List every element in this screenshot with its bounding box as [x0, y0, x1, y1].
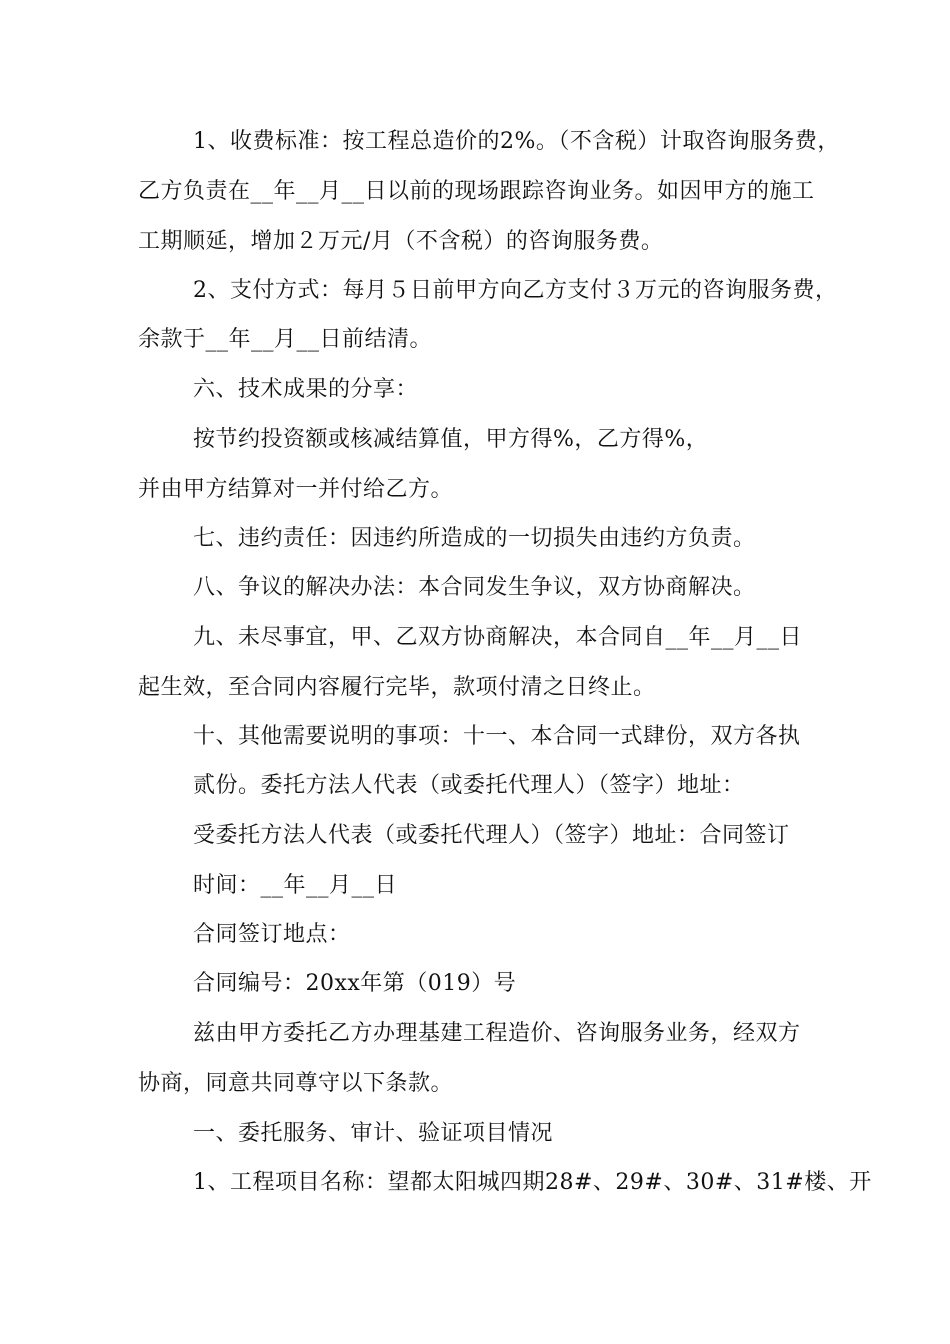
- payment-method-line-1: 2、支付方式：每月５日前甲方向乙方支付３万元的咨询服务费，: [193, 278, 838, 303]
- section-8-line: 八、争议的解决办法：本合同发生争议，双方协商解决。: [193, 575, 756, 600]
- fee-standard-line-2: 乙方负责在__年__月__日以前的现场跟踪咨询业务。如因甲方的施工: [138, 179, 815, 204]
- project-name-line: 1、工程项目名称：望都太阳城四期28#、29#、30#、31#楼、开: [193, 1170, 872, 1195]
- section-7-line: 七、违约责任：因违约所造成的一切损失由违约方负责。: [193, 526, 756, 551]
- section-6-line-1: 按节约投资额或核减结算值，甲方得%，乙方得%，: [193, 427, 709, 452]
- section-9-line-2: 起生效，至合同内容履行完毕，款项付清之日终止。: [138, 675, 656, 700]
- payment-method-line-2: 余款于__年__月__日前结清。: [138, 327, 433, 352]
- section-6-line-2: 并由甲方结算对一并付给乙方。: [138, 477, 454, 502]
- section-1-heading: 一、委托服务、审计、验证项目情况: [193, 1121, 554, 1146]
- fee-standard-line-1: 1、收费标准：按工程总造价的2%。（不含税）计取咨询服务费，: [193, 129, 840, 154]
- preamble-line-1: 兹由甲方委托乙方办理基建工程造价、咨询服务业务，经双方: [193, 1021, 801, 1046]
- signing-time-line: 时间：__年__月__日: [193, 873, 398, 898]
- signing-place-line: 合同签订地点：: [193, 922, 351, 947]
- fee-standard-line-3: 工期顺延，增加２万元/月（不含税）的咨询服务费。: [138, 229, 664, 254]
- section-9-line-1: 九、未尽事宜，甲、乙双方协商解决，本合同自__年__月__日: [193, 625, 803, 650]
- section-10-line-1: 十、其他需要说明的事项：十一、本合同一式肆份，双方各执: [193, 724, 801, 749]
- section-6-heading: 六、技术成果的分享：: [193, 377, 419, 402]
- section-10-line-3: 受委托方法人代表（或委托代理人）（签字）地址：合同签订: [193, 823, 790, 848]
- preamble-line-2: 协商，同意共同尊守以下条款。: [138, 1071, 454, 1096]
- section-10-line-2: 贰份。委托方法人代表（或委托代理人）（签字）地址：: [193, 773, 745, 798]
- contract-number-line: 合同编号：20xx年第（019）号: [193, 971, 517, 996]
